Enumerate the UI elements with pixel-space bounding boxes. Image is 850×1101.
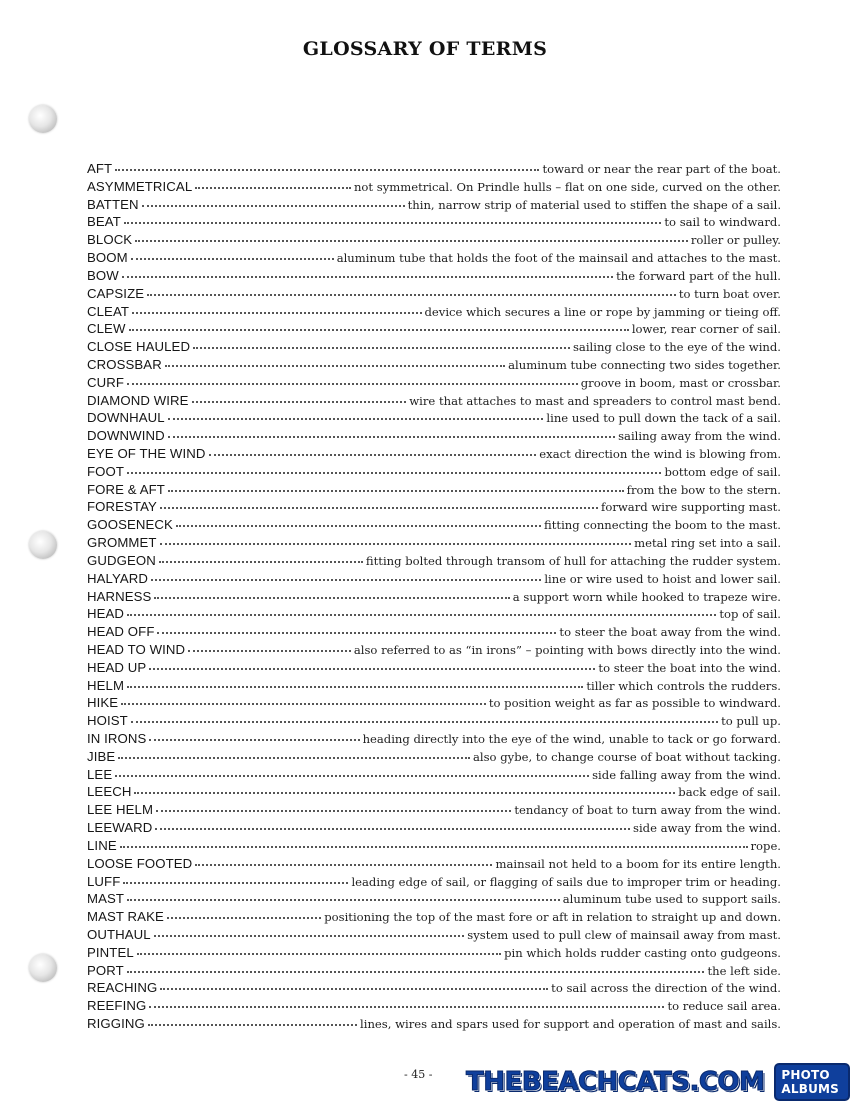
glossary-entry — [87, 623, 781, 641]
glossary-term: LEE — [87, 766, 113, 782]
dot-leader — [115, 774, 589, 777]
glossary-term: OUTHAUL — [87, 926, 151, 942]
glossary-term: RIGGING — [87, 1016, 145, 1031]
glossary-definition: from the bow to the stern. — [626, 482, 781, 497]
glossary-definition: to steer the boat away from the wind. — [559, 625, 781, 640]
glossary-term: DOWNHAUL — [87, 410, 165, 426]
glossary-term: REEFING — [87, 998, 147, 1014]
glossary-definition: side away from the wind. — [633, 821, 781, 836]
dot-leader — [209, 453, 537, 456]
glossary-entry — [87, 427, 781, 445]
glossary-entry — [87, 463, 781, 481]
glossary-term: IN IRONS — [87, 731, 147, 746]
dot-leader — [129, 328, 629, 331]
dot-leader — [149, 738, 359, 741]
glossary-entry — [87, 249, 781, 267]
glossary-entry — [87, 712, 781, 730]
glossary-term: LEEWARD — [87, 820, 153, 836]
glossary-entry — [87, 890, 781, 908]
glossary-definition: pin which holds rudder casting onto gudgeons. — [504, 945, 781, 960]
glossary-entry — [87, 196, 781, 214]
dot-leader — [168, 489, 624, 492]
glossary-term: PORT — [87, 962, 124, 978]
dot-leader — [121, 702, 486, 705]
glossary-entry — [87, 944, 781, 962]
glossary-term: DOWNWIND — [87, 428, 165, 444]
glossary-term: DIAMOND WIRE — [87, 392, 189, 408]
dot-leader — [127, 970, 705, 973]
glossary-definition: top of sail. — [719, 607, 781, 622]
glossary-term: LINE — [87, 837, 117, 853]
dot-leader — [160, 506, 598, 509]
glossary-definition: positioning the top of the mast fore or aft in relation to straight up and down. — [324, 910, 781, 925]
glossary-term: GROMMET — [87, 535, 157, 551]
glossary-entry — [87, 855, 781, 873]
glossary-definition: line used to pull down the tack of a sail. — [546, 411, 781, 426]
glossary-definition: also gybe, to change course of boat without tacking. — [472, 749, 781, 764]
glossary-term: HELM — [87, 677, 125, 693]
glossary-entry — [87, 374, 781, 392]
glossary-definition: roller or pulley. — [690, 233, 781, 248]
glossary-list — [87, 160, 781, 1033]
dot-leader — [151, 578, 541, 581]
glossary-definition: to reduce sail area. — [667, 999, 781, 1014]
glossary-definition: aluminum tube connecting two sides together. — [508, 357, 781, 372]
glossary-entry — [87, 498, 781, 516]
glossary-definition: wire that attaches to mast and spreaders to control mast bend. — [409, 393, 781, 408]
dot-leader — [147, 293, 676, 296]
glossary-term: HEAD OFF — [87, 624, 155, 640]
dot-leader — [157, 631, 556, 634]
dot-leader — [137, 952, 501, 955]
glossary-term: BOOM — [87, 250, 128, 266]
watermark-main-text: THEBEACHCATS.COM — [466, 1067, 765, 1097]
glossary-definition: lines, wires and spars used for support and operation of mast and sails. — [360, 1017, 781, 1031]
page-title: GLOSSARY OF TERMS — [302, 38, 548, 60]
glossary-term: HEAD — [87, 606, 125, 622]
glossary-term: CURF — [87, 374, 125, 390]
glossary-term: FOOT — [87, 463, 125, 479]
glossary-term: FORE & AFT — [87, 481, 165, 497]
glossary-definition: sailing close to the eye of the wind. — [572, 340, 781, 355]
dot-leader — [134, 791, 675, 794]
glossary-entry — [87, 979, 781, 997]
glossary-definition: aluminum tube used to support sails. — [562, 892, 781, 907]
glossary-entry — [87, 231, 781, 249]
glossary-term: LOOSE FOOTED — [87, 855, 193, 871]
dot-leader — [149, 667, 595, 670]
dot-leader — [127, 382, 578, 385]
dot-leader — [148, 1023, 357, 1026]
glossary-definition: device which secures a line or rope by jamming or tieing off. — [424, 304, 781, 319]
glossary-term: LUFF — [87, 873, 121, 889]
dot-leader — [149, 1005, 664, 1008]
glossary-entry — [87, 213, 781, 231]
glossary-entry — [87, 748, 781, 766]
glossary-definition: fitting connecting the boom to the mast. — [544, 518, 781, 533]
glossary-entry — [87, 1015, 781, 1033]
glossary-entry — [87, 409, 781, 427]
dot-leader — [131, 257, 334, 260]
glossary-definition: lower, rear corner of sail. — [631, 322, 781, 337]
glossary-definition: line or wire used to hoist and lower sail. — [544, 571, 781, 586]
glossary-definition: to pull up. — [721, 714, 781, 729]
glossary-definition: rope. — [750, 838, 781, 853]
glossary-definition: the left side. — [707, 963, 781, 978]
glossary-definition: mainsail not held to a boom for its entire length. — [495, 856, 781, 871]
dot-leader — [120, 845, 748, 848]
dot-leader — [132, 311, 421, 314]
glossary-definition: forward wire supporting mast. — [601, 500, 781, 515]
glossary-definition: groove in boom, mast or crossbar. — [580, 375, 781, 390]
glossary-definition: heading directly into the eye of the wind, unable to tack or go forward. — [362, 732, 781, 746]
glossary-entry — [87, 267, 781, 285]
glossary-entry — [87, 766, 781, 784]
glossary-term: PINTEL — [87, 944, 134, 960]
glossary-entry — [87, 801, 781, 819]
glossary-term: CLEW — [87, 321, 126, 337]
glossary-term: GOOSENECK — [87, 517, 173, 533]
glossary-term: LEECH — [87, 784, 132, 800]
dot-leader — [123, 881, 348, 884]
glossary-term: JIBE — [87, 748, 116, 764]
dot-leader — [154, 596, 509, 599]
glossary-term: ASYMMETRICAL — [87, 178, 193, 194]
watermark-sub-text: PHOTO ALBUMS — [774, 1063, 850, 1101]
glossary-definition: fitting bolted through transom of hull for attaching the rudder system. — [365, 553, 781, 568]
dot-leader — [155, 827, 630, 830]
glossary-term: HOIST — [87, 713, 128, 729]
glossary-definition: leading edge of sail, or flagging of sails due to improper trim or heading. — [351, 874, 781, 889]
dot-leader — [127, 471, 661, 474]
dot-leader — [193, 346, 570, 349]
glossary-term: REACHING — [87, 980, 158, 996]
glossary-entry — [87, 641, 781, 659]
dot-leader — [142, 204, 405, 207]
watermark-logo[interactable] — [466, 1063, 850, 1101]
glossary-entry — [87, 303, 781, 321]
glossary-definition: a support worn while hooked to trapeze wire. — [512, 589, 781, 604]
glossary-entry — [87, 392, 781, 410]
dot-leader — [131, 720, 718, 723]
glossary-definition: back edge of sail. — [678, 785, 781, 800]
glossary-entry — [87, 338, 781, 356]
glossary-entry — [87, 659, 781, 677]
glossary-term: BATTEN — [87, 196, 139, 212]
glossary-term: CLOSE HAULED — [87, 339, 191, 355]
glossary-term: MAST RAKE — [87, 909, 164, 925]
page-number: - 45 - — [404, 1068, 433, 1081]
binder-hole-middle — [29, 531, 57, 559]
glossary-entry — [87, 445, 781, 463]
glossary-definition: sailing away from the wind. — [618, 429, 781, 444]
glossary-term: EYE OF THE WIND — [87, 446, 206, 461]
glossary-definition: toward or near the rear part of the boat. — [542, 162, 781, 176]
glossary-term: FORESTAY — [87, 499, 157, 515]
glossary-entry — [87, 819, 781, 837]
dot-leader — [118, 756, 470, 759]
glossary-entry — [87, 962, 781, 980]
glossary-term: CLEAT — [87, 303, 130, 319]
glossary-entry — [87, 588, 781, 606]
glossary-definition: exact direction the wind is blowing from. — [539, 447, 781, 461]
glossary-entry — [87, 926, 781, 944]
glossary-definition: also referred to as “in irons” – pointing with bows directly into the wind. — [353, 642, 781, 657]
dot-leader — [156, 809, 511, 812]
glossary-term: HEAD TO WIND — [87, 641, 186, 657]
glossary-entry — [87, 356, 781, 374]
glossary-term: HIKE — [87, 695, 119, 711]
dot-leader — [167, 916, 321, 919]
dot-leader — [127, 898, 560, 901]
glossary-entry — [87, 516, 781, 534]
dot-leader — [165, 364, 505, 367]
glossary-definition: to sail to windward. — [664, 215, 781, 230]
glossary-term: BOW — [87, 267, 119, 283]
glossary-definition: metal ring set into a sail. — [634, 536, 781, 551]
glossary-term: LEE HELM — [87, 802, 154, 818]
dot-leader — [154, 934, 465, 937]
glossary-entry — [87, 873, 781, 891]
glossary-term: MAST — [87, 891, 125, 907]
binder-hole-bottom — [29, 954, 57, 982]
glossary-entry — [87, 285, 781, 303]
dot-leader — [160, 542, 632, 545]
glossary-definition: tiller which controls the rudders. — [586, 678, 781, 693]
dot-leader — [176, 524, 541, 527]
glossary-entry — [87, 837, 781, 855]
glossary-term: BLOCK — [87, 232, 133, 248]
glossary-definition: the forward part of the hull. — [616, 268, 781, 283]
dot-leader — [115, 168, 539, 171]
dot-leader — [168, 417, 544, 420]
glossary-definition: system used to pull clew of mainsail away from mast. — [467, 927, 781, 942]
glossary-entry — [87, 570, 781, 588]
glossary-definition: bottom edge of sail. — [664, 464, 781, 479]
dot-leader — [192, 400, 407, 403]
glossary-entry — [87, 160, 781, 178]
glossary-definition: not symmetrical. On Prindle hulls – flat on one side, curved on the other. — [353, 179, 781, 194]
glossary-definition: to turn boat over. — [678, 286, 781, 301]
glossary-entry — [87, 534, 781, 552]
glossary-term: CAPSIZE — [87, 285, 145, 301]
glossary-definition: aluminum tube that holds the foot of the mainsail and attaches to the mast. — [336, 251, 781, 266]
dot-leader — [124, 221, 662, 224]
glossary-entry — [87, 783, 781, 801]
binder-hole-top — [29, 105, 57, 133]
glossary-definition: to sail across the direction of the wind. — [551, 981, 781, 996]
dot-leader — [195, 863, 492, 866]
glossary-definition: tendancy of boat to turn away from the wind. — [514, 803, 781, 818]
dot-leader — [127, 613, 716, 616]
glossary-definition: to position weight as far as possible to windward. — [488, 696, 781, 711]
glossary-term: AFT — [87, 161, 113, 176]
glossary-definition: side falling away from the wind. — [592, 767, 781, 782]
glossary-term: HEAD UP — [87, 659, 147, 675]
glossary-entry — [87, 730, 781, 748]
glossary-entry — [87, 552, 781, 570]
dot-leader — [160, 987, 548, 990]
glossary-term: BEAT — [87, 214, 121, 230]
glossary-term: CROSSBAR — [87, 356, 162, 372]
glossary-entry — [87, 694, 781, 712]
glossary-definition: to steer the boat into the wind. — [598, 660, 781, 675]
glossary-term: GUDGEON — [87, 552, 156, 568]
glossary-definition: thin, narrow strip of material used to stiffen the shape of a sail. — [407, 197, 781, 212]
glossary-term: HALYARD — [87, 570, 149, 586]
glossary-entry — [87, 997, 781, 1015]
glossary-entry — [87, 320, 781, 338]
dot-leader — [188, 649, 351, 652]
glossary-term: HARNESS — [87, 588, 152, 604]
glossary-entry — [87, 481, 781, 499]
dot-leader — [135, 239, 688, 242]
dot-leader — [127, 685, 583, 688]
glossary-entry — [87, 605, 781, 623]
glossary-entry — [87, 908, 781, 926]
dot-leader — [168, 435, 615, 438]
glossary-entry — [87, 178, 781, 196]
dot-leader — [122, 275, 613, 278]
dot-leader — [159, 560, 363, 563]
dot-leader — [195, 186, 351, 189]
glossary-entry — [87, 677, 781, 695]
